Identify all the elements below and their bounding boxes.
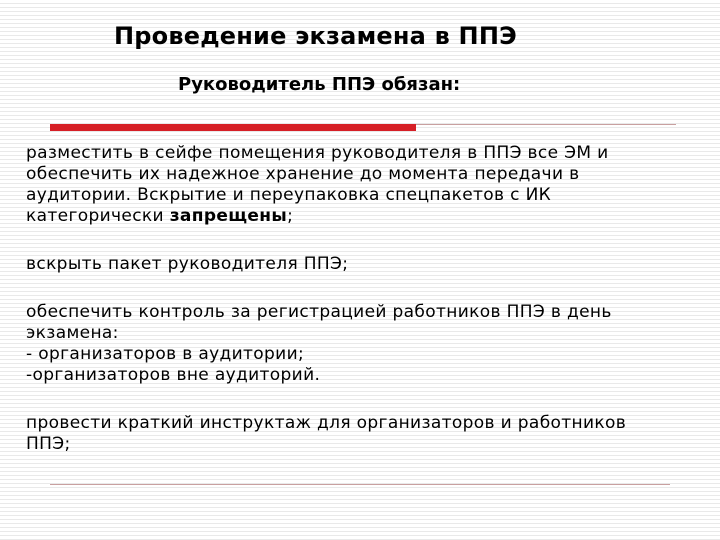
slide-title: Проведение экзамена в ППЭ — [114, 22, 517, 50]
text-line: провести краткий инструктаж для организаторов и работников — [26, 413, 627, 433]
text-line: обеспечить контроль за регистрацией работников ППЭ в день — [26, 302, 612, 322]
emphasis-forbidden: запрещены — [169, 206, 288, 226]
text-fragment: категорически — [26, 206, 170, 226]
list-item: -организаторов вне аудиторий. — [26, 365, 321, 385]
duty-paragraph-2 — [26, 254, 706, 275]
text-line-with-emphasis — [26, 206, 706, 227]
text-line: ППЭ; — [26, 434, 71, 454]
footer-divider-line — [50, 484, 670, 485]
duty-paragraph-1 — [26, 143, 706, 227]
list-item: - организаторов в аудитории; — [26, 344, 305, 364]
text-line: разместить в сейфе помещения руководителя в ППЭ все ЭМ и — [26, 143, 609, 163]
text-line: экзамена: — [26, 323, 119, 343]
text-line: вскрыть пакет руководителя ППЭ; — [26, 254, 349, 274]
header-accent-bar — [50, 124, 416, 131]
slide-body — [26, 143, 706, 482]
slide-subtitle: Руководитель ППЭ обязан: — [178, 74, 461, 95]
text-line: аудитории. Вскрытие и переупаковка спецпакетов с ИК — [26, 185, 552, 205]
duty-paragraph-4 — [26, 413, 706, 455]
text-fragment: ; — [287, 206, 294, 226]
duty-paragraph-3 — [26, 302, 706, 386]
text-line: обеспечить их надежное хранение до момента передачи в — [26, 164, 580, 184]
